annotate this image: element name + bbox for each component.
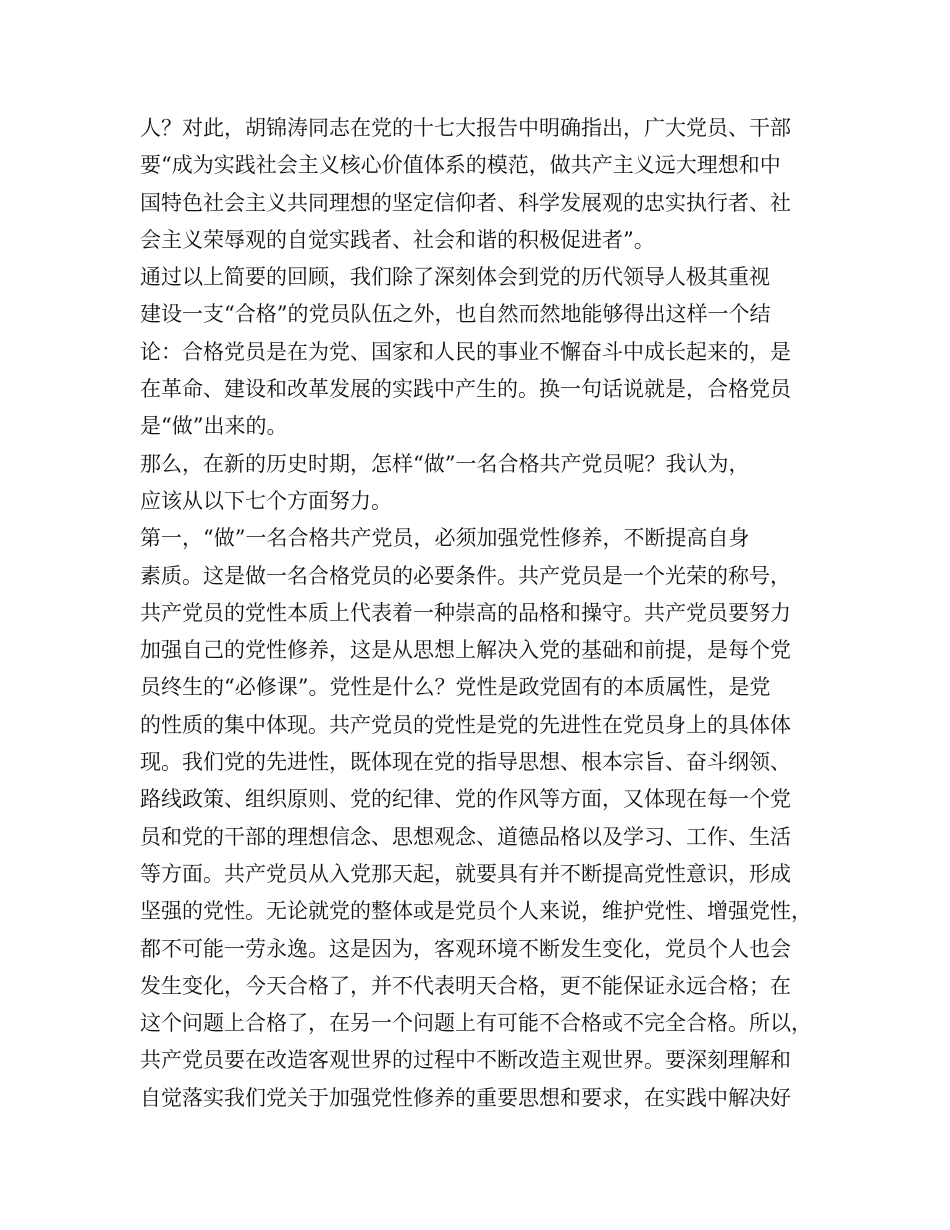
text-line: 现。我们党的先进性，既体现在党的指导思想、根本宗旨、奋斗纲领、: [140, 750, 791, 775]
text-line: 都不可能一劳永逸。这是因为，客观环境不断发生变化，党员个人也会: [140, 936, 791, 961]
text-line: 素质。这是做一名合格党员的必要条件。共产党员是一个光荣的称号，: [140, 563, 791, 588]
body-text: [140, 110, 830, 1117]
text-line: 是“做”出来的。: [140, 414, 288, 439]
text-line: 国特色社会主义共同理想的坚定信仰者、科学发展观的忠实执行者、社: [140, 190, 791, 215]
text-line: 的性质的集中体现。共产党员的党性是党的先进性在党员身上的具体体: [140, 712, 791, 737]
text-line: 发生变化，今天合格了，并不代表明天合格，更不能保证永远合格；在: [140, 973, 791, 998]
text-line: 要“成为实践社会主义核心价值体系的模范，做共产主义远大理想和中: [140, 153, 781, 178]
text-line: 坚强的党性。无论就党的整体或是党员个人来说，维护党性、增强党性，: [140, 899, 812, 924]
text-line: 那么，在新的历史时期，怎样“做”一名合格共产党员呢？我认为，: [140, 451, 750, 476]
text-line: 共产党员要在改造客观世界的过程中不断改造主观世界。要深刻理解和: [140, 1048, 791, 1073]
text-line: 第一，“做”一名合格共产党员，必须加强党性修养，不断提高自身: [140, 526, 750, 551]
text-line: 自觉落实我们党关于加强党性修养的重要思想和要求，在实践中解决好: [140, 1085, 791, 1110]
text-line: 人？对此，胡锦涛同志在党的十七大报告中明确指出，广大党员、干部: [140, 116, 791, 140]
text-line: 加强自己的党性修养，这是从思想上解决入党的基础和前提，是每个党: [140, 638, 791, 663]
text-line: 路线政策、组织原则、党的纪律、党的作风等方面，又体现在每一个党: [140, 787, 791, 812]
text-line: 这个问题上合格了，在另一个问题上有可能不合格或不完全合格。所以，: [140, 1011, 812, 1036]
text-line: 应该从以下七个方面努力。: [140, 488, 392, 513]
text-line: 建设一支“合格”的党员队伍之外，也自然而然地能够得出这样一个结: [140, 302, 771, 327]
text-line: 共产党员的党性本质上代表着一种崇高的品格和操守。共产党员要努力: [140, 600, 791, 625]
text-line: 等方面。共产党员从入党那天起，就要具有并不断提高党性意识，形成: [140, 861, 791, 886]
text-line: 会主义荣辱观的自觉实践者、社会和谐的积极促进者”。: [140, 227, 655, 252]
text-line: 在革命、建设和改革发展的实践中产生的。换一句话说就是，合格党员: [140, 377, 791, 402]
text-line: 论：合格党员是在为党、国家和人民的事业不懈奋斗中成长起来的，是: [140, 339, 791, 364]
text-line: 通过以上简要的回顾，我们除了深刻体会到党的历代领导人极其重视: [140, 265, 770, 290]
text-line: 员终生的“必修课”。党性是什么？党性是政党固有的本质属性，是党: [140, 675, 771, 700]
text-line: 员和党的干部的理想信念、思想观念、道德品格以及学习、工作、生活: [140, 824, 791, 849]
